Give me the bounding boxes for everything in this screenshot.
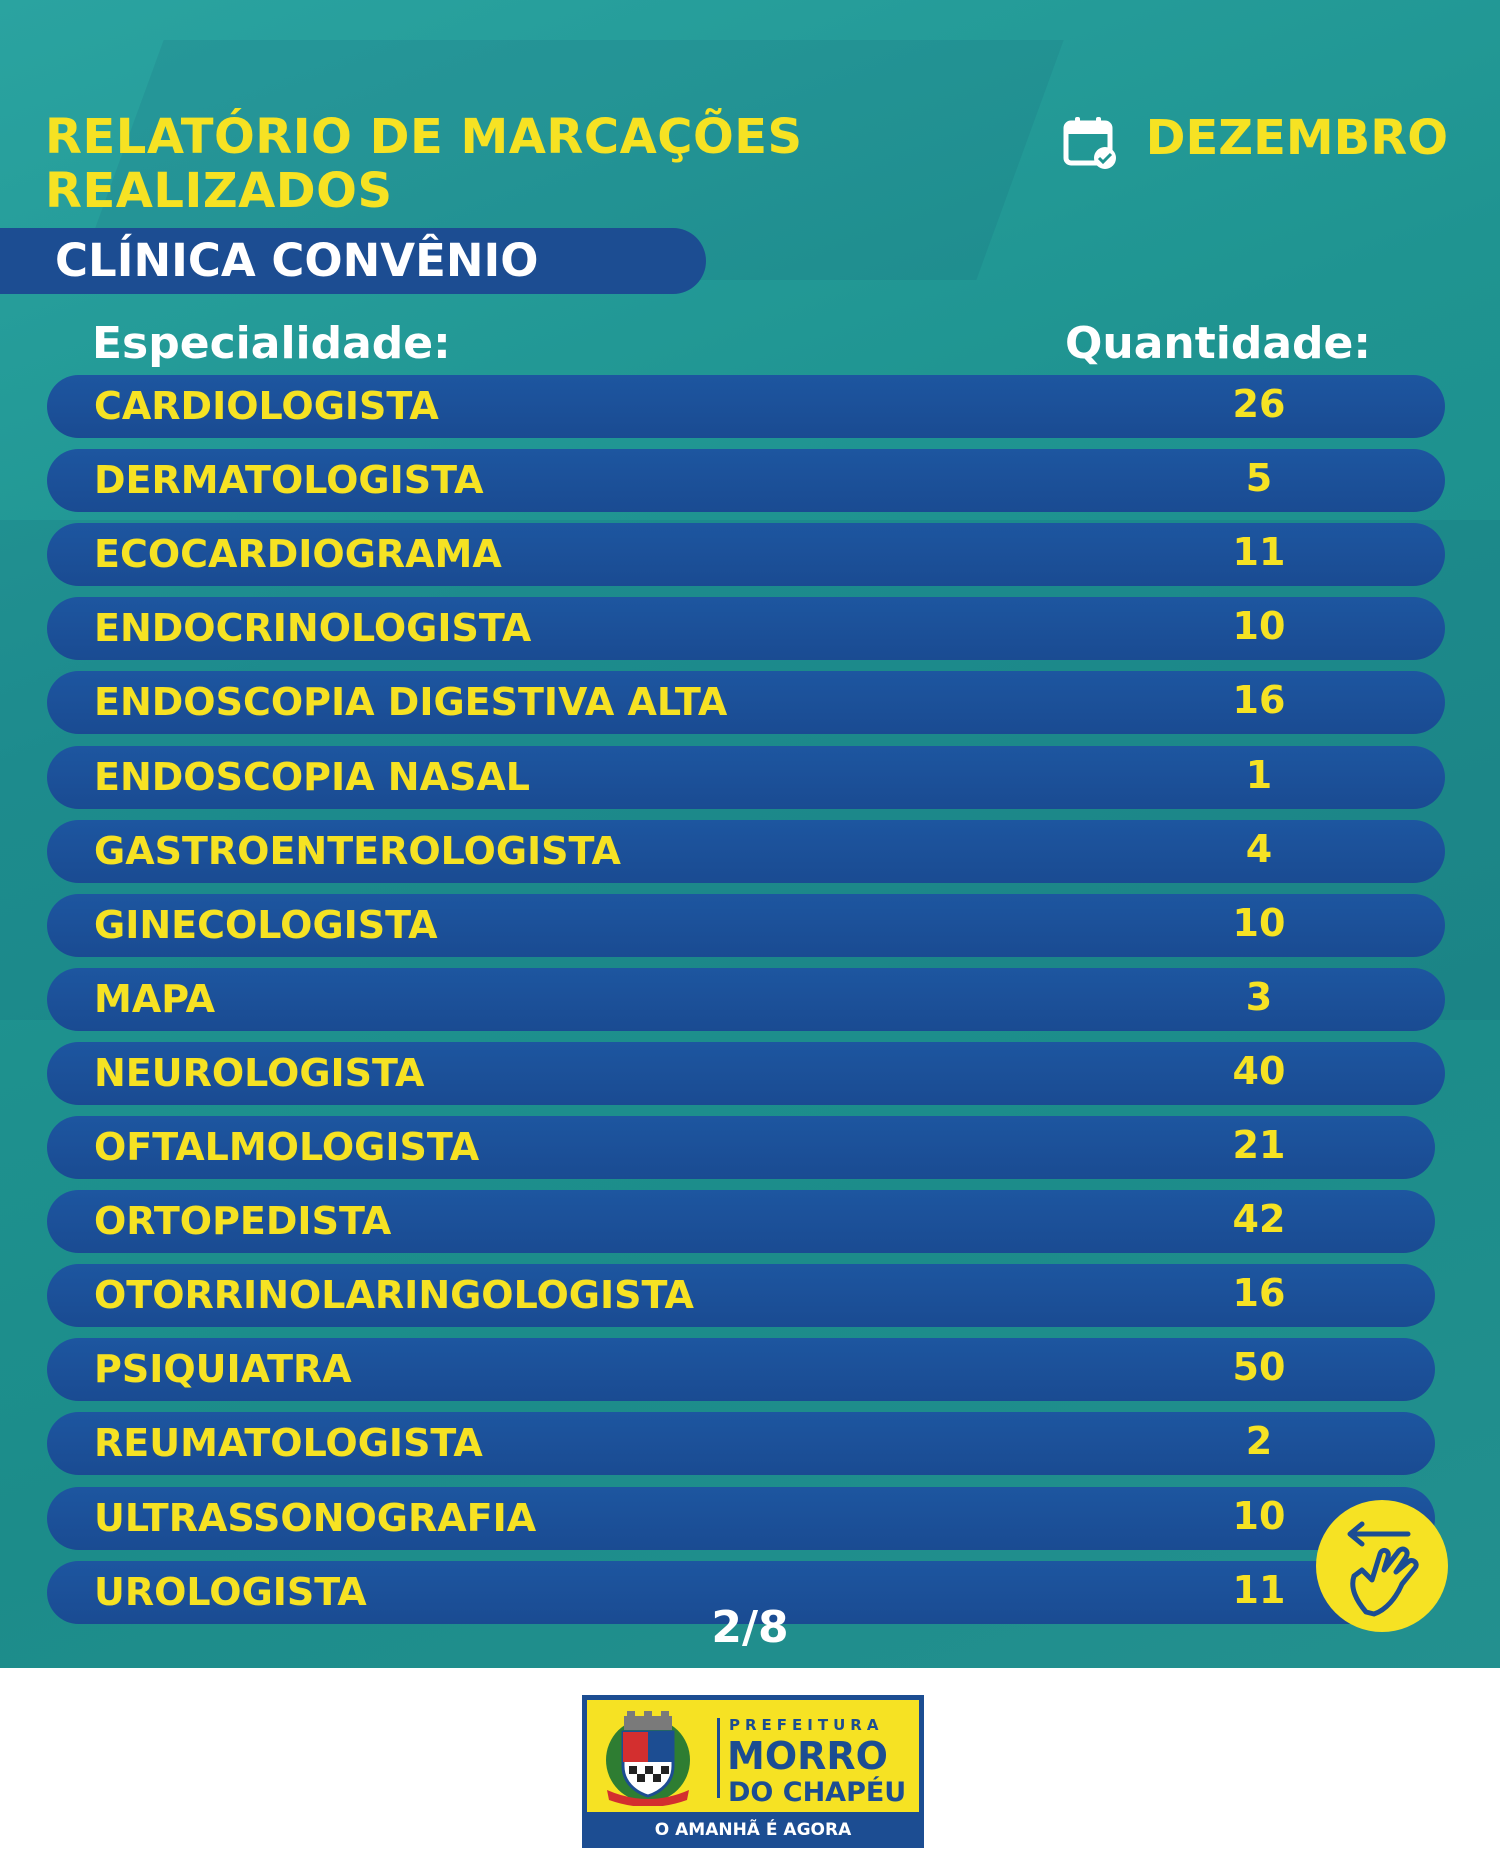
report-title-line2: REALIZADOS <box>45 163 393 219</box>
swipe-button[interactable] <box>1316 1500 1448 1632</box>
specialty-name: ENDOSCOPIA NASAL <box>94 755 530 799</box>
table-row <box>47 1116 1435 1179</box>
specialty-name: UROLOGISTA <box>94 1570 367 1614</box>
municipal-crest-icon <box>599 1708 697 1806</box>
specialty-name: CARDIOLOGISTA <box>94 384 439 428</box>
specialty-name: ORTOPEDISTA <box>94 1199 392 1243</box>
specialty-name: ECOCARDIOGRAMA <box>94 532 502 576</box>
table-row <box>47 894 1445 957</box>
calendar-check-icon <box>1062 115 1118 171</box>
quantity-value: 4 <box>1245 827 1273 871</box>
specialty-name: GASTROENTEROLOGISTA <box>94 829 621 873</box>
table-row <box>47 746 1445 809</box>
logo-prefeitura: PREFEITURA <box>729 1716 884 1734</box>
quantity-value: 3 <box>1245 975 1273 1019</box>
specialty-name: NEUROLOGISTA <box>94 1051 425 1095</box>
logo-separator <box>717 1718 720 1798</box>
table-row <box>47 671 1445 734</box>
table-row <box>47 820 1445 883</box>
specialty-name: PSIQUIATRA <box>94 1347 352 1391</box>
logo-do-chapeu: DO CHAPÉU <box>728 1777 907 1808</box>
table-row <box>47 1190 1435 1253</box>
quantity-value: 50 <box>1232 1345 1286 1389</box>
specialty-name: GINECOLOGISTA <box>94 903 438 947</box>
report-title-line1: RELATÓRIO DE MARCAÇÕES <box>45 109 803 165</box>
table-row <box>47 1042 1445 1105</box>
swipe-hand-icon <box>1316 1500 1448 1632</box>
specialty-name: REUMATOLOGISTA <box>94 1421 483 1465</box>
quantity-value: 16 <box>1232 678 1286 722</box>
specialty-name: OTORRINOLARINGOLOGISTA <box>94 1273 694 1317</box>
table-row <box>47 1487 1435 1550</box>
specialty-name: DERMATOLOGISTA <box>94 458 484 502</box>
quantity-value: 26 <box>1232 382 1286 426</box>
specialty-name: MAPA <box>94 977 215 1021</box>
specialty-name: ULTRASSONOGRAFIA <box>94 1496 537 1540</box>
table-row <box>47 449 1445 512</box>
table-row <box>47 597 1445 660</box>
logo-morro: MORRO <box>727 1734 888 1778</box>
quantity-value: 40 <box>1232 1049 1286 1093</box>
quantity-value: 42 <box>1232 1197 1286 1241</box>
specialty-name: ENDOCRINOLOGISTA <box>94 606 532 650</box>
table-row <box>47 1264 1435 1327</box>
specialty-name: ENDOSCOPIA DIGESTIVA ALTA <box>94 680 728 724</box>
logo-panel <box>587 1700 919 1812</box>
table-row <box>47 968 1445 1031</box>
month-label: DEZEMBRO <box>1145 110 1448 166</box>
quantity-value: 10 <box>1232 1494 1286 1538</box>
page-indicator: 2/8 <box>711 1602 789 1653</box>
quantity-value: 21 <box>1232 1123 1286 1167</box>
quantity-value: 16 <box>1232 1271 1286 1315</box>
quantity-value: 10 <box>1232 901 1286 945</box>
table-row <box>47 375 1445 438</box>
table-row <box>47 523 1445 586</box>
quantity-value: 5 <box>1245 456 1273 500</box>
table-row <box>47 1412 1435 1475</box>
report-title <box>45 110 803 218</box>
quantity-value: 11 <box>1232 530 1286 574</box>
table-row <box>47 1338 1435 1401</box>
quantity-value: 10 <box>1232 604 1286 648</box>
logo-tagline: O AMANHÃ É AGORA <box>654 1820 852 1840</box>
column-header-quantity: Quantidade: <box>1065 318 1371 369</box>
quantity-value: 1 <box>1245 753 1273 797</box>
prefeitura-logo <box>582 1695 924 1848</box>
section-title: CLÍNICA CONVÊNIO <box>55 234 539 287</box>
quantity-value: 2 <box>1245 1419 1273 1463</box>
quantity-value: 11 <box>1232 1568 1286 1612</box>
column-header-specialty: Especialidade: <box>92 318 451 369</box>
specialty-name: OFTALMOLOGISTA <box>94 1125 480 1169</box>
